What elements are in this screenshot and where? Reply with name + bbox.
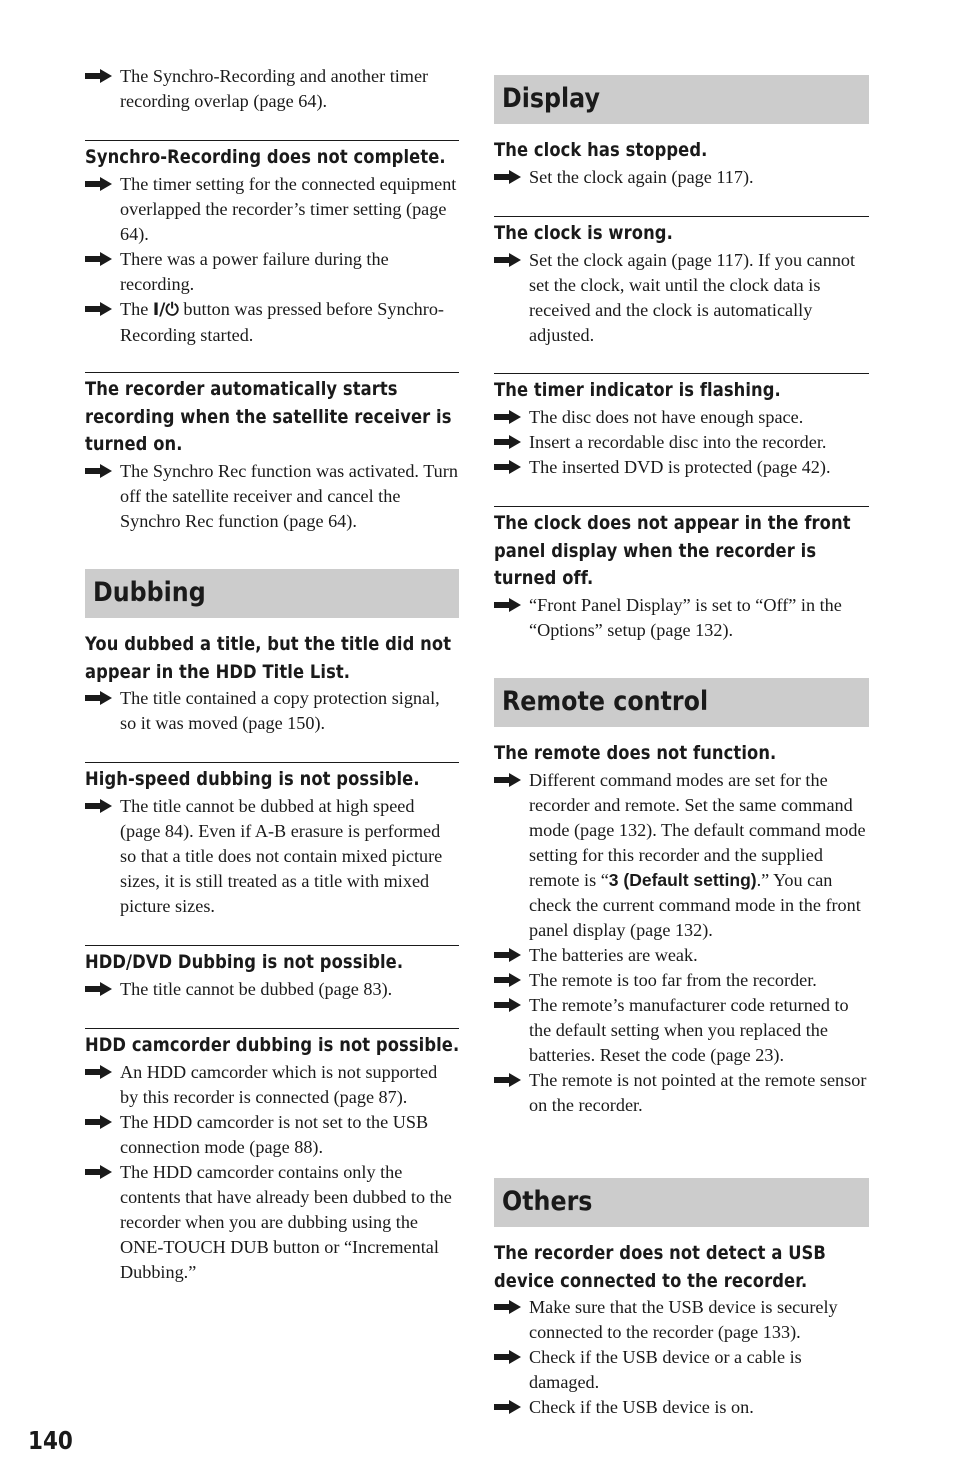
arrow-icon [494,253,521,267]
list-item: The remote is too far from the recorder. [494,968,869,993]
arrow-icon [85,1165,112,1179]
list-item: The batteries are weak. [494,943,869,968]
remote-section-title: Remote control [502,686,709,717]
arrow-icon [494,598,521,612]
synchro-incomplete-items [85,172,459,348]
hdd-dvd-block [85,945,459,1002]
arrow-icon [494,948,521,962]
arrow-icon [494,998,521,1012]
arrow-icon [85,69,112,83]
others-section-header [494,1178,869,1227]
clock-not-in-panel-items [494,593,869,643]
usb-not-detected-items [494,1295,869,1420]
camcorder-items [85,1060,459,1285]
title-not-in-list-heading: You dubbed a title, but the title did not appear in the HDD Title List. [85,633,452,683]
display-section-header [494,75,869,124]
clock-wrong-block [494,216,869,348]
high-speed-items [85,794,459,919]
list-item: The title cannot be dubbed (page 83). [85,977,459,1002]
list-item: Check if the USB device or a cable is damaged. [494,1345,869,1395]
title-not-in-list-block [85,631,459,736]
arrow-icon [494,1400,521,1414]
arrow-icon [494,1300,521,1314]
remote-not-function-heading: The remote does not function. [494,742,777,764]
clock-wrong-heading: The clock is wrong. [494,222,673,244]
default-setting-label: 3 (Default setting) [608,869,757,890]
arrow-icon [85,1115,112,1129]
hdd-dvd-items [85,977,459,1002]
list-item: The title cannot be dubbed at high speed (page 84). Even if A-B erasure is performed so that a title does not contain mixed picture sizes, it is still treated as a title with mixed picture sizes. [85,794,459,919]
arrow-icon [85,464,112,478]
display-section-title: Display [502,83,600,114]
arrow-icon [85,177,112,191]
high-speed-block [85,762,459,919]
arrow-icon [494,1073,521,1087]
list-item: An HDD camcorder which is not supported by this recorder is connected (page 87). [85,1060,459,1110]
list-item: The disc does not have enough space. [494,405,869,430]
page-number: 140 [28,1426,73,1455]
list-item: Insert a recordable disc into the recorder. [494,430,869,455]
synchro-incomplete-block [85,140,459,348]
list-item: The remote is not pointed at the remote sensor on the recorder. [494,1068,869,1118]
clock-stopped-block [494,137,869,190]
lead-items [85,64,459,114]
high-speed-heading: High-speed dubbing is not possible. [85,768,420,790]
dubbing-section-title: Dubbing [93,577,206,608]
list-item: Set the clock again (page 117). [494,165,869,190]
arrow-icon [494,773,521,787]
arrow-icon [494,973,521,987]
list-item: The I/⏻ button was pressed before Synchro-Recording started. [85,297,459,348]
list-item: Make sure that the USB device is securely connected to the recorder (page 133). [494,1295,869,1345]
power-button-icon: I/⏻ [152,299,179,320]
list-item: There was a power failure during the recording. [85,247,459,297]
arrow-icon [85,982,112,996]
arrow-icon [85,799,112,813]
arrow-icon [494,460,521,474]
arrow-icon [85,252,112,266]
hdd-dvd-heading: HDD/DVD Dubbing is not possible. [85,951,404,973]
list-item: The title contained a copy protection signal, so it was moved (page 150). [85,686,459,736]
dubbing-section-header [85,569,459,618]
arrow-icon [85,691,112,705]
arrow-icon [494,435,521,449]
usb-not-detected-heading: The recorder does not detect a USB device connected to the recorder. [494,1242,826,1292]
list-item: “Front Panel Display” is set to “Off” in the “Options” setup (page 132). [494,593,869,643]
auto-start-heading: The recorder automatically starts recording when the satellite receiver is turned on. [85,378,452,455]
arrow-icon [494,1350,521,1364]
list-item: Different command modes are set for the recorder and remote. Set the same command mode (page 132). The default command mode setting for this recorder and the supplied remote is “3 (Default setting).” You can check the current command mode in the front panel display (page 132). [494,768,869,943]
synchro-incomplete-heading: Synchro-Recording does not complete. [85,146,446,168]
list-item: Set the clock again (page 117). If you cannot set the clock, wait until the clock data is received and the clock is automatically adjusted. [494,248,869,348]
list-item: The inserted DVD is protected (page 42). [494,455,869,480]
arrow-icon [85,302,112,316]
auto-start-block [85,372,459,534]
list-item: The Synchro-Recording and another timer recording overlap (page 64). [85,64,459,114]
camcorder-heading: HDD camcorder dubbing is not possible. [85,1034,460,1056]
clock-stopped-items [494,165,869,190]
list-item: The Synchro Rec function was activated. Turn off the satellite receiver and cancel the Synchro Rec function (page 64). [85,459,459,534]
list-item: The remote’s manufacturer code returned to the default setting when you replaced the batteries. Reset the code (page 23). [494,993,869,1068]
list-item: The HDD camcorder is not set to the USB connection mode (page 88). [85,1110,459,1160]
title-not-in-list-items [85,686,459,736]
camcorder-block [85,1028,459,1285]
timer-flashing-items [494,405,869,480]
arrow-icon [494,170,521,184]
remote-not-function-block [494,740,869,1118]
clock-wrong-items [494,248,869,348]
timer-flashing-block [494,373,869,480]
timer-flashing-heading: The timer indicator is flashing. [494,379,781,401]
others-section-title: Others [502,1186,593,1217]
arrow-icon [494,410,521,424]
remote-not-function-items [494,768,869,1118]
clock-stopped-heading: The clock has stopped. [494,139,708,161]
clock-not-in-panel-block [494,506,869,643]
auto-start-items [85,459,459,534]
list-item: The timer setting for the connected equipment overlapped the recorder’s timer setting (page 64). [85,172,459,247]
list-item: The HDD camcorder contains only the contents that have already been dubbed to the recorder when you are dubbing using the ONE-TOUCH DUB button or “Incremental Dubbing.” [85,1160,459,1285]
list-item: Check if the USB device is on. [494,1395,869,1420]
usb-not-detected-block [494,1240,869,1420]
clock-not-in-panel-heading: The clock does not appear in the front panel display when the recorder is turned off. [494,512,851,589]
arrow-icon [85,1065,112,1079]
remote-section-header [494,678,869,727]
lead-block [85,64,459,114]
